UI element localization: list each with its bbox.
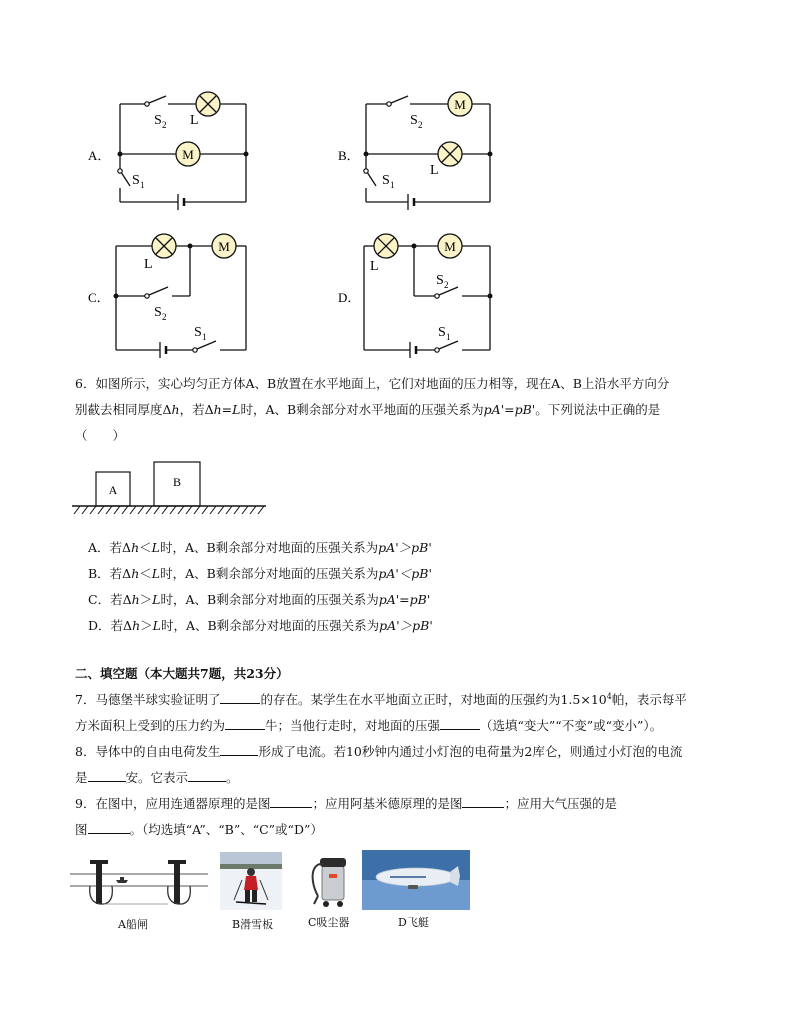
svg-text:L: L — [144, 257, 153, 272]
blank — [225, 729, 265, 730]
q6-option-d: D．若Δh＞L时，A、B剩余部分对地面的压强关系为pA'＞pB' — [88, 618, 433, 633]
blank — [188, 781, 226, 782]
circuit-a-diagram — [80, 90, 260, 220]
circuit-b — [330, 90, 510, 220]
blank — [440, 729, 480, 730]
svg-text:M: M — [454, 97, 466, 112]
vacuum-cleaner-image — [306, 852, 360, 910]
ski-image — [220, 852, 282, 910]
q8-line2: 是 安。它表示 。 — [75, 770, 239, 785]
svg-text:M: M — [182, 147, 194, 162]
cube-a-label: A — [108, 483, 118, 497]
q8-line1: 8．导体中的自由电荷发生 形成了电流。若10秒钟内通过小灯泡的电荷量为2库仑，则通过小灯泡的电流 — [75, 744, 683, 759]
svg-text:1: 1 — [140, 180, 145, 190]
cube-b-label: B — [172, 475, 182, 489]
svg-text:L: L — [190, 113, 199, 128]
circuit-c-diagram — [80, 228, 260, 363]
circuit-d-diagram — [330, 228, 510, 363]
lamp-icon — [152, 234, 176, 258]
section-title: 二、填空题（本大题共7题，共23分） — [75, 666, 289, 681]
q6-option-b: B．若Δh＜L时，A、B剩余部分对地面的压强关系为pA'＜pB' — [88, 566, 432, 581]
cubes-figure — [70, 456, 270, 522]
caption-d: D飞艇 — [398, 916, 429, 929]
svg-text:1: 1 — [202, 332, 207, 342]
caption-c: C吸尘器 — [308, 916, 350, 929]
q6-line2: 别截去相同厚度Δh，若Δh=L时，A、B剩余部分对水平地面的压强关系为pA'=pB'。下列说法中正确的是 — [75, 402, 661, 417]
q7-line2: 方米面积上受到的压力约为 牛；当他行走时，对地面的压强 （选填“变大”“不变”或“变小”）。 — [75, 718, 663, 733]
blank — [462, 807, 504, 808]
circuit-c — [80, 228, 260, 363]
airship-image — [362, 850, 470, 910]
blank — [220, 755, 258, 756]
svg-text:S: S — [154, 305, 162, 320]
motor-icon — [438, 234, 462, 258]
svg-text:S: S — [438, 325, 446, 340]
svg-text:S: S — [436, 273, 444, 288]
q6-stem-expr: pA'=pB' — [483, 402, 536, 417]
svg-text:1: 1 — [390, 180, 395, 190]
svg-text:S: S — [194, 325, 202, 340]
svg-text:1: 1 — [446, 332, 451, 342]
circuit-b-diagram — [330, 90, 510, 220]
q9-line1: 9．在图中，应用连通器原理的是图 ；应用阿基米德原理的是图 ；应用大气压强的是 — [75, 796, 617, 811]
q9-line2: 图 。（均选填“A”、“B”、“C”或“D”） — [75, 822, 323, 837]
svg-text:2: 2 — [444, 280, 449, 290]
svg-text:S: S — [410, 113, 418, 128]
q7-line1: 7．马德堡半球实验证明了 的存在。某学生在水平地面立正时，对地面的压强约为$1.5\times 10^4$帕，表示每平 — [75, 691, 687, 707]
svg-text:A．: A． — [88, 148, 111, 163]
blank — [88, 781, 126, 782]
circuit-a — [80, 90, 260, 220]
svg-text:S: S — [382, 173, 390, 188]
svg-text:S: S — [132, 173, 140, 188]
lamp-icon — [374, 234, 398, 258]
svg-text:M: M — [444, 239, 456, 254]
svg-text:C．: C． — [88, 290, 110, 305]
q6-line1: 6．如图所示，实心均匀正方体A、B放置在水平地面上，它们对地面的压力相等，现在A、B上沿水平方向分 — [75, 376, 670, 391]
blank — [270, 807, 312, 808]
caption-b: B滑雪板 — [232, 918, 274, 931]
svg-text:2: 2 — [162, 312, 167, 322]
svg-text:D．: D． — [338, 290, 361, 305]
circuit-d — [330, 228, 510, 363]
svg-text:2: 2 — [418, 120, 423, 130]
lamp-icon — [438, 142, 462, 166]
q6-paren: （ ） — [75, 428, 126, 443]
motor-icon — [448, 92, 472, 116]
motor-icon — [176, 142, 200, 166]
svg-text:M: M — [218, 239, 230, 254]
lamp-icon — [196, 92, 220, 116]
blank — [88, 833, 130, 834]
q6-option-c: C．若Δh＞L时，A、B剩余部分对地面的压强关系为pA'=pB' — [88, 592, 431, 607]
svg-text:B．: B． — [338, 148, 360, 163]
svg-text:L: L — [430, 163, 439, 178]
q6-option-a: A．若Δh＜L时，A、B剩余部分对地面的压强关系为pA'＞pB' — [88, 540, 432, 555]
svg-text:L: L — [370, 259, 379, 274]
blank — [220, 703, 260, 704]
svg-text:2: 2 — [162, 120, 167, 130]
svg-text:S: S — [154, 113, 162, 128]
ship-lock-image — [70, 852, 210, 912]
motor-icon — [212, 234, 236, 258]
caption-a: A船闸 — [118, 918, 148, 931]
